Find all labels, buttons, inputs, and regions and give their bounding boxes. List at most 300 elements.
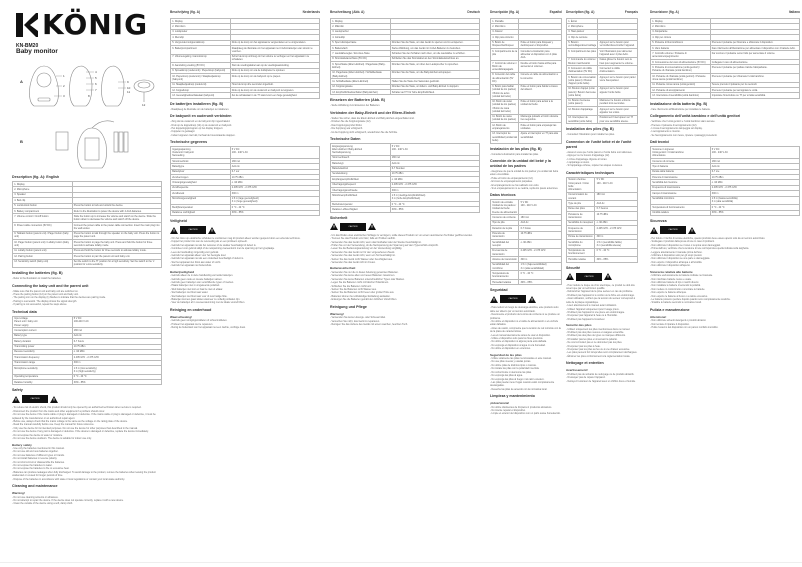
row-label: Consumption current [13, 328, 73, 333]
row-value: Appuyez sur le bouton pour parler via le haut-parleur. [598, 74, 638, 86]
row-value: Deslice el botón hacia arriba para aumentar el volumen. [519, 60, 562, 72]
row-value: ≤ -90 dBm [710, 180, 799, 185]
row-label: Ontvangstgevoeligheid [171, 180, 231, 185]
battery-safety-title: Battery safety [12, 442, 32, 447]
list-item: - Schließen Sie die Batterien nicht kurz. [330, 285, 480, 288]
caution-warning-symbols [12, 395, 162, 403]
list-item: - Stel batterijen niet bloot aan vuur of overmatige hitte. [170, 295, 320, 298]
connect-list [490, 170, 562, 190]
row-label: 9. Talk/ack button (parent unit) / Pager button (baby unit) [13, 231, 73, 240]
list-item: - Utilizzare il dispositivo solo per gli scopi previsti. [650, 254, 800, 257]
caution-warning-symbols [566, 273, 638, 281]
row-label: Humedad relativa [491, 279, 519, 284]
list-item: - Koppel het product los van de netvoeding als er een probleem optreedt. [170, 240, 320, 243]
list-item: - Utilisez uniquement les piles mentionnées dans ce manuel. [566, 328, 638, 331]
list-item: - No utilice disolventes de limpieza ni productos abrasivos. [490, 406, 562, 409]
list-item: - Probeer het apparaat niet te repareren. [170, 323, 320, 326]
row-label: Durée des piles [567, 206, 595, 211]
column-header [170, 10, 320, 16]
row-value: 30% - 85% [519, 279, 562, 284]
list-item: - Do not use the device if any part is damaged or defective. If the device is damaged or defective, replace the device immediately. [12, 430, 162, 433]
list-item: - Gebruik het apparaat alleen voor het beoogde doel. [170, 254, 320, 257]
list-item: - Do not use the device if the mains cable or plug is damaged or defective. If the mains cable or plug is damaged or defective, it must be replaced by the manufacturer or an authorized repair agent. [12, 413, 162, 420]
row-label: 4. Riemclip [171, 35, 231, 40]
row-label: 13. Interruttore di sensibilità (unità bambino) [651, 93, 711, 98]
install-batteries-title: Instalación de las pilas (fig. B) [490, 146, 542, 151]
list-item: - Ne court-circuitez pas et ne démontez pas les piles. [566, 341, 638, 344]
list-item: - Gebruik het apparaat niet als een onderdeel beschadigd of defect is. [170, 257, 320, 260]
list-item: - N'exposez pas les piles au feu ou à une chaleur excessive. [566, 348, 638, 351]
row-label: Microphone sensitivity [13, 366, 73, 375]
row-label: Consumo di corrente [651, 158, 711, 163]
tech-row [651, 196, 800, 205]
tech-row [567, 226, 638, 235]
connect-list [566, 151, 638, 168]
row-label: 9. Sprechtaste (Eltern-Einheit) / Pagertaste (Baby-Einheit) [331, 62, 391, 71]
svg-text:8: 8 [88, 94, 90, 98]
list-item: - Do not use batteries of different types or brands. [12, 454, 162, 457]
row-label: 2. Microfoon [171, 24, 231, 29]
column-header [566, 10, 638, 16]
list-item: - L'icona di accoppiamento lampeggia sul display. [650, 127, 800, 130]
list-item: - Om het risico op elektrische schokken te voorkomen mag dit product alleen worden geopend door een erkende technicus. [170, 237, 320, 240]
row-value: 0 °C - 40 °C [230, 205, 319, 210]
caution-label: CAUTION [660, 226, 686, 234]
list-item: - Non tentare di riparare il dispositivo. [650, 323, 800, 326]
list-item: - Controleer voor gebruik altijd of de netspanning overeenkomt met de spanning op het typeplaatje. [170, 247, 320, 250]
row-value: Sluit de voedingskabel aan op de voedingsaansluiting. [230, 63, 319, 68]
row-label: Campo di trasmissione [651, 191, 711, 196]
list-item: - Utilisez l'appareil uniquement pour l'usage prévu. [566, 308, 638, 311]
column-français [566, 10, 638, 385]
list-item: - Non esporre le batterie al fuoco o a calore eccessivo. [650, 295, 800, 298]
row-value: 180 mA [519, 215, 562, 220]
list-item: - Gebruik geen batterijen van verschillende typen of merken. [170, 281, 320, 284]
row-value: Schalter auf 'H' für hohe Empfindlichkeit. [390, 90, 479, 95]
row-label: 11. Pulsante ninna nanna (unità genitori) [651, 82, 711, 87]
cleaning-title: Cleaning and maintenance [12, 484, 58, 489]
install-batteries-title: De batterijen installeren (fig. B) [170, 101, 224, 106]
row-label: Temperatura di funzionamento [651, 205, 711, 210]
list-item: - Smaltire le batterie secondo le normative locali. [650, 301, 800, 304]
parts-table [566, 18, 638, 124]
row-value: Premere il pulsante per bloccare e sbloccare il dispositivo. [710, 40, 799, 45]
row-label: 7. Commande du volume / Bouton marche/arrêt [568, 58, 597, 65]
battery-illustration-b [52, 118, 152, 170]
install-batteries-text: - Refer to the illustration to install the batteries. [12, 277, 162, 280]
list-item: - Non installare le batterie invertendo la polarità. [650, 284, 800, 287]
device-illustration-a [26, 62, 162, 110]
row-value: 6-7 hours [72, 339, 161, 344]
row-value: Appuyez sur le bouton pour verrouiller/déverrouiller l'appareil. [598, 40, 638, 49]
row-label: Consommation de courant [567, 192, 595, 201]
list-item: - No utilice el dispositivo en exteriores. [490, 347, 562, 350]
row-label: 1. Display [13, 182, 73, 187]
list-item: - No utilice el dispositivo si el cable de alimentación o el enchufe están dañados. [490, 320, 562, 327]
parts-row [13, 214, 162, 223]
row-value: Schuif de knop omhoog om het volume te verhogen en het apparaat in te schakelen. [230, 54, 319, 63]
row-label: Durata della batteria [651, 169, 711, 174]
row-label: 7. Control de volumen / Botón de encendido/apagado [492, 61, 517, 71]
row-value: Consulte la ilustración para alimentar el dispositivo con 4 pilas AAA. [519, 49, 562, 61]
row-value: Schließen Sie das Stromkabel an den Stromkabelanschluss an. [390, 56, 479, 61]
row-value: 300 m [390, 188, 479, 193]
row-value: 2.405 GHz - 2.475 GHz [519, 248, 562, 257]
install-batteries-title: Installation des piles (fig. B) [566, 127, 614, 132]
warning-triangle-icon [650, 227, 658, 234]
caution-label: CAUTION [180, 226, 206, 234]
list-item: - Verwenden Sie keine Lösungs- oder Scheuermittel. [330, 316, 480, 319]
row-value: Drücken Sie die Taste, um die Baby-Einheit anzupiepen. [390, 70, 479, 79]
row-label: 13. Empfindlichkeitsschalter (Baby-Einheit) [331, 90, 391, 95]
row-value: Siehe Abbildung, um das Gerät mit 4 AAA-Batterien zu betreiben. [390, 45, 479, 50]
parts-row [651, 73, 800, 82]
battery-safety-list [650, 274, 800, 305]
list-item: - Utilizzare esclusivamente le batterie indicate nel manuale. [650, 274, 800, 277]
row-label: 11. Lullaby button (parent unit) [13, 248, 73, 253]
list-item: - No exponga las pilas al agua. [490, 374, 562, 377]
row-label: Tipo de pila [491, 220, 519, 225]
tech-row [491, 240, 562, 249]
parts-row [567, 66, 638, 75]
list-item: - Do not use the device outdoors. The device is suitable for indoor use only. [12, 437, 162, 440]
tech-row [331, 193, 480, 202]
row-value: Connectez le câble d'alimentation. [598, 66, 638, 75]
row-label: 11. Schlafliedtaste (Eltern-Einheit) [331, 79, 391, 84]
row-label: 3. Luidspreker [171, 29, 231, 34]
row-label: Portée de transmission [567, 234, 595, 239]
row-value: 30% - 85% [390, 207, 479, 212]
safety-title: Sicherheit [330, 215, 348, 220]
connect-list [12, 290, 162, 307]
warning-triangle-icon [490, 296, 498, 303]
row-label: Sensibilità del ricevitore [651, 180, 711, 185]
row-value: Pulse el botón para avisar a la unidad del bebé. [519, 99, 562, 114]
list-item: - Non esporre le batterie all'acqua. [650, 291, 800, 294]
list-item: - Si l'appairage échoue, répétez les étapes ci-dessus. [566, 164, 638, 167]
list-item: - Druk op de koppelknop (12) op de ouderunit en babyunit. [170, 124, 320, 127]
row-value: 6-7 ore [710, 169, 799, 174]
battery-safety-list [170, 274, 320, 305]
row-value: Maintenez le bouton enfoncé pendant trois secondes. [598, 98, 638, 107]
tech-data-title: Dati tecnici [650, 140, 670, 145]
row-label: 4. Clip para cinturón [491, 35, 519, 40]
row-value: 5 V DC 100 - 240 V AC [390, 143, 479, 155]
row-label: 11. Bouton berceuse (unité parent) [567, 98, 598, 107]
list-item: - Setzen Sie die Batterien nicht Wasser aus. [330, 288, 480, 291]
list-item: - Antes de usarlo, compruebe que la tensión de red coincide con la de la placa de características. [490, 327, 562, 334]
row-value: 2.405 GHz - 2.475 GHz [390, 182, 479, 187]
list-item: - Se l'accoppiamento non riesce, ripetere i passaggi precedenti. [650, 134, 800, 137]
row-label: 3. Altoparlante [651, 29, 711, 34]
row-value: 6-7 Stunden [390, 166, 479, 171]
safety-title: Sicurezza [650, 219, 667, 224]
list-item: - To reduce risk of electric shock, this product should only be opened by an authorized technician when service is required. [12, 406, 162, 409]
battery-safety-list [330, 271, 480, 302]
row-label: Übertragungsreichweite [331, 188, 391, 193]
row-value: 300 m [230, 191, 319, 196]
row-label: Ingangsspanning Ouderunit / babyunit Netvoeding [171, 147, 231, 159]
warning-triangle-icon [330, 223, 338, 230]
row-label: Transmitting power [13, 344, 73, 349]
list-item: - Read the manual carefully before use. Keep the manual for future reference. [12, 423, 162, 426]
row-label: Receiver sensitivity [13, 349, 73, 354]
row-label: Battery type [13, 333, 73, 338]
warning-title: Attenzione! [650, 314, 667, 319]
row-label: Input voltage Parent unit / baby unit Power supply [13, 316, 73, 328]
row-label: 6. Batterijcompartiment [171, 45, 231, 54]
row-label: 6. Battery compartment [13, 208, 73, 213]
svg-text:12: 12 [142, 103, 146, 107]
warning-triangle-icon [528, 296, 536, 303]
row-value: Halten Sie die Taste drei Sekunden gedrückt. [390, 79, 479, 84]
row-value: Druk op de knop om het apparaat te vergrendelen en te ontgrendelen. [230, 40, 319, 45]
row-value: 6-7 heures [595, 206, 638, 211]
row-value: 180 mA [230, 158, 319, 163]
safety-list [650, 237, 800, 268]
list-item: - Pulire l'esterno del dispositivo con un panno morbido inumidito. [650, 326, 800, 329]
row-value: 2.405 GHz - 2.475 GHz [595, 226, 638, 235]
tech-row [491, 248, 562, 257]
list-item: - Gebruik geen oude en nieuwe batterijen samen. [170, 278, 320, 281]
list-item: - Disconnect the product from the mains and other equipment if a problem should occur. [12, 410, 162, 413]
konig-logo [16, 8, 162, 41]
row-label: 12. Botón de emparejamiento [491, 123, 519, 132]
safety-list [490, 306, 562, 350]
row-value: 180 mA [390, 155, 479, 160]
parts-row [567, 98, 638, 107]
row-value: 30% - 85% [230, 210, 319, 215]
row-value: ≤ -90 dBm [390, 177, 479, 182]
row-label: 13. Interrupteur de sensibilité (unité bébé) [567, 115, 598, 124]
caution-warning-symbols [330, 223, 480, 231]
row-label: Transmission frequency [13, 355, 73, 360]
tech-row [567, 212, 638, 221]
row-label: Umidità relativa [651, 210, 711, 215]
warning-title: Waarschuwing! [170, 314, 193, 319]
row-value: Pulse el botón para hablar a través del altavoz. [519, 84, 562, 99]
warning-triangle-icon [50, 396, 58, 403]
parts-table [12, 181, 162, 268]
language-label: Nederlands [302, 10, 320, 14]
row-label: Sensibilidad del receptor [491, 240, 519, 249]
list-item: - Verwenden Sie keine Batterien unterschiedlicher Typen oder Marken. [330, 278, 480, 281]
row-label: Sensibilité du récepteur [568, 221, 594, 225]
row-value: Ajuste el interruptor en 'H' para alta sensibilidad. [519, 131, 562, 143]
row-label: 3. Haut-parleur [567, 29, 598, 34]
list-item: - Reinig de buitenkant van het apparaat met een zachte, vochtige doek. [170, 326, 320, 329]
language-label: Italiano [788, 10, 800, 14]
row-value: 2.405 GHz - 2.475 GHz [710, 185, 799, 190]
list-item: - Das Kopplungssymbol blinkt. [330, 124, 480, 127]
row-label: Duración de la pila [491, 226, 519, 231]
list-item: - Setzen Sie die Batterien nicht Feuer oder großer Hitze aus. [330, 291, 480, 294]
warning-title: ¡Advertencia! [490, 401, 510, 406]
safety-title: Veiligheid [170, 219, 187, 224]
row-label: Tensione in ingresso Unità genitori / Unità bambino Alimentatore [651, 147, 711, 159]
list-item: - Only use the device for its intended purposes. Do not use the device for other purposes than described in the manual. [12, 427, 162, 430]
row-label: Betriebstemperatur [331, 202, 391, 207]
safety-title: Seguridad [490, 288, 508, 293]
svg-text:9: 9 [127, 80, 129, 84]
list-item: - Non utilizzare il dispositivo all'aperto. [650, 264, 800, 267]
row-label: 10. Botón de aviso (unidad de los padres) / Botón de nana (unidad del bebé) [491, 99, 519, 114]
row-value: 5 V DC 100 - 240 V AC [710, 147, 799, 159]
description-title: Descripción (fig. A) [490, 10, 520, 14]
list-item: - Koppelen is geslaagd. [170, 130, 320, 133]
tech-row [651, 210, 800, 215]
row-value: AAA 4x [390, 161, 479, 166]
row-value: 180 mA [710, 158, 799, 163]
battery-safety-title: Batterijveiligheid [170, 269, 195, 274]
row-label: 10. Pager button (parent unit) / Lullaby button (baby unit) [13, 240, 73, 249]
row-label: Sensibilité du microphone [567, 240, 595, 249]
row-label: Sensibilidad del micrófono [491, 262, 519, 271]
warning-title: Warning! [12, 491, 25, 496]
row-value: Set the switch to the 'H' position for a high sensitivity. Set the switch to the 'L' position for a low sensitivity. [72, 259, 161, 268]
list-item: - Do not short-circuit or disassemble the batteries. [12, 461, 162, 464]
list-item: - N'utilisez pas l'appareil si le cordon ou la fiche est endommagé. [566, 294, 638, 297]
konig-mark-icon [16, 13, 38, 37]
row-label: Übertragungsfrequenz [331, 182, 391, 187]
parts-row [651, 65, 800, 74]
row-value: Collegare il cavo di alimentazione. [710, 59, 799, 64]
list-item: - Non mischiare batterie nuove e usate. [650, 278, 800, 281]
row-value: Appuyez sur le bouton pour appeler l'unité bébé. [598, 86, 638, 98]
tech-data-title: Technische Daten [330, 136, 361, 141]
cleaning-title: Reiniging en onderhoud [170, 307, 212, 312]
list-item: - Prima dell'uso, verificare che la tensione di rete corrisponda a quella indicata sulla targhetta. [650, 247, 800, 250]
row-value: Press the button to page the baby unit. Press and hold the button for three seconds to activate lullaby mode. [72, 240, 161, 249]
description-title: Beschrijving (fig. A) [170, 10, 200, 14]
tech-row [171, 196, 320, 205]
description-title: Descrizione (fig. A) [650, 10, 679, 14]
row-label: 1. Display [171, 19, 231, 24]
row-value: 5 V DC 100-240 V AC [72, 316, 161, 328]
row-value: Zet de schakelaar in de 'H' stand voor een hoge gevoeligheid. [230, 93, 319, 98]
row-label: Tipo di batteria [651, 164, 711, 169]
list-item: - Si el emparejamiento no se realiza, repita los pasos anteriores. [490, 187, 562, 190]
row-label: 3. Lautsprecher [331, 29, 391, 34]
warning-triangle-icon [208, 227, 216, 234]
row-label: 6. Compartimento de la pila [491, 49, 519, 61]
row-label: Relatieve vochtigheid [171, 210, 231, 215]
row-value: Drücken Sie die Taste, um über den Lautsprecher zu sprechen. [390, 62, 479, 71]
row-value: Premere il pulsante per chiamare l'unità bambino. [710, 73, 799, 82]
tech-row [567, 240, 638, 249]
tech-data-table [330, 143, 480, 213]
row-label: 13. Interruptor de sensibilidad (unidad del bebé) [492, 132, 518, 142]
parts-row [331, 62, 480, 71]
row-label: 10. Pieperknop (ouderunit) / Slaapliedjesknop (babyunit) [171, 73, 231, 82]
tech-row [13, 316, 162, 328]
safety-title: Sécurité [566, 265, 581, 270]
list-item: - Stel het apparaat niet bloot aan water of vocht. [170, 261, 320, 264]
row-label: 7. Volumeregeling / Aan/uit-knop [171, 54, 231, 63]
row-value: 1.5 m (lage gevoeligheid) 3 m (hoge gevoeligheid) [230, 196, 319, 205]
row-label: Sendeleistung [331, 171, 391, 176]
figure-illustrations [12, 62, 162, 172]
battery-safety-list [12, 447, 162, 481]
parts-row [13, 259, 162, 268]
model-number: KN-BM20 [16, 43, 39, 49]
safety-list [330, 234, 480, 265]
list-item: - Per ridurre il rischio di scosse elettriche, questo prodotto deve essere aperto solo da un tecnico autorizzato. [650, 237, 800, 240]
install-batteries-title: Installazione della batteria (fig. B) [650, 101, 708, 106]
list-item: - N'essayez pas de réparer l'appareil. [566, 376, 638, 379]
list-item: - Batterien können bei vollständiger Entladung auslaufen. [330, 295, 480, 298]
row-label: 8. Connexion du câble d'alimentation (5V DC) [567, 66, 598, 75]
list-item: - Limpie el exterior del dispositivo con un paño suave humedecido. [490, 412, 562, 415]
caution-label: CAUTION [500, 295, 526, 303]
row-value: Raadpleeg de illustratie om het apparaat met 4 AAA-batterijen van stroom te voorzien. [230, 45, 319, 54]
list-item: - No intente reparar el dispositivo. [490, 409, 562, 412]
row-value: ≤ -90 dBm [519, 240, 562, 249]
column-english [12, 0, 162, 508]
safety-list [566, 284, 638, 321]
language-label: Español [549, 10, 562, 14]
list-item: - Versuchen Sie nicht, das Gerät zu reparieren. [330, 320, 480, 323]
list-item: - Desconecte el producto de la toma de corriente si se produce un problema. [490, 313, 562, 320]
parts-row [567, 86, 638, 98]
list-item: - Les piles peuvent fuir lorsqu'elles sont complètement déchargées. [566, 351, 638, 354]
parts-row [567, 115, 638, 124]
install-batteries-text: - Consultez l'illustration pour installer les piles. [566, 133, 638, 136]
safety-list [12, 406, 162, 440]
parts-row [491, 114, 562, 123]
row-value: 2.405 GHz - 2.475 GHz [230, 185, 319, 190]
install-batteries-text: - Raadpleeg de illustratie om de batterijen te installeren. [170, 108, 320, 111]
tech-row [491, 262, 562, 271]
list-item: - Plaats batterijen niet in omgekeerde polariteit. [170, 284, 320, 287]
row-label: 8. Connessione del cavo di alimentazione (5V DC) [651, 59, 711, 64]
list-item: - El icono de emparejamiento parpadea. [490, 180, 562, 183]
list-item: - Um das Risiko eines elektrischen Schlags zu verringern, sollte dieses Produkt nur von einem autorisierten Techniker geöffnet werden. [330, 234, 480, 237]
tech-row [491, 271, 562, 280]
cleaning-title: Limpieza y mantenimiento [490, 394, 535, 399]
row-label: 3. Speaker [13, 192, 73, 197]
row-value: 300 m [710, 191, 799, 196]
row-label: Sensibilità microfono [651, 196, 711, 205]
tech-row [13, 366, 162, 375]
battery-safety-list [566, 328, 638, 359]
list-item: - Utilice el dispositivo solo para los fines previstos. [490, 337, 562, 340]
list-item: - Gebruik geen reinigingsmiddelen of schuurmiddelen. [170, 319, 320, 322]
row-value: Faites glisser le bouton vers le haut pour augmenter le volume. [598, 57, 638, 66]
list-item: - Appuyez sur le bouton d'appairage (12). [566, 154, 638, 157]
row-label: Frequenza di trasmissione [651, 185, 711, 190]
caution-warning-symbols [490, 295, 562, 303]
parts-row [13, 240, 162, 249]
parts-row [171, 45, 320, 54]
page-bottom-border [0, 562, 802, 563]
row-value: 6-7 horas [519, 226, 562, 231]
list-item: - Legen Sie die Batterien nicht mit falscher Polarität ein. [330, 281, 480, 284]
list-item: - Before use, always check that the mains voltage is the same as the voltage on the rating plate of the device. [12, 420, 162, 423]
row-label: Température de fonctionnement [567, 248, 595, 257]
row-label: 9. Spreekknop (ouderunit) / Pieperknop (babyunit) [171, 68, 231, 73]
row-label: 7. Lautstärkeregler / Ein-/Aus-Taste [331, 51, 391, 56]
description-title: Beschreibung (Abb. A) [330, 10, 365, 14]
row-label: Batterielaufzeit [331, 166, 391, 171]
row-value: 0 °C - 40 °C [710, 205, 799, 210]
list-item: - N'utilisez pas l'appareil à l'extérieur. [566, 318, 638, 321]
parts-row [171, 54, 320, 63]
row-label: Eingangsspannung Eltern-Einheit / Baby-Einheit Netzteilspannung [331, 143, 391, 155]
row-label: 8. Aansluiting voeding (5V DC) [171, 63, 231, 68]
list-item: - Las pilas pueden tener fugas cuando están completamente descargadas. [490, 381, 562, 388]
list-item: - Do not attempt to repair the device. If the device does not operate correctly, replace it with a new device. [12, 499, 162, 502]
